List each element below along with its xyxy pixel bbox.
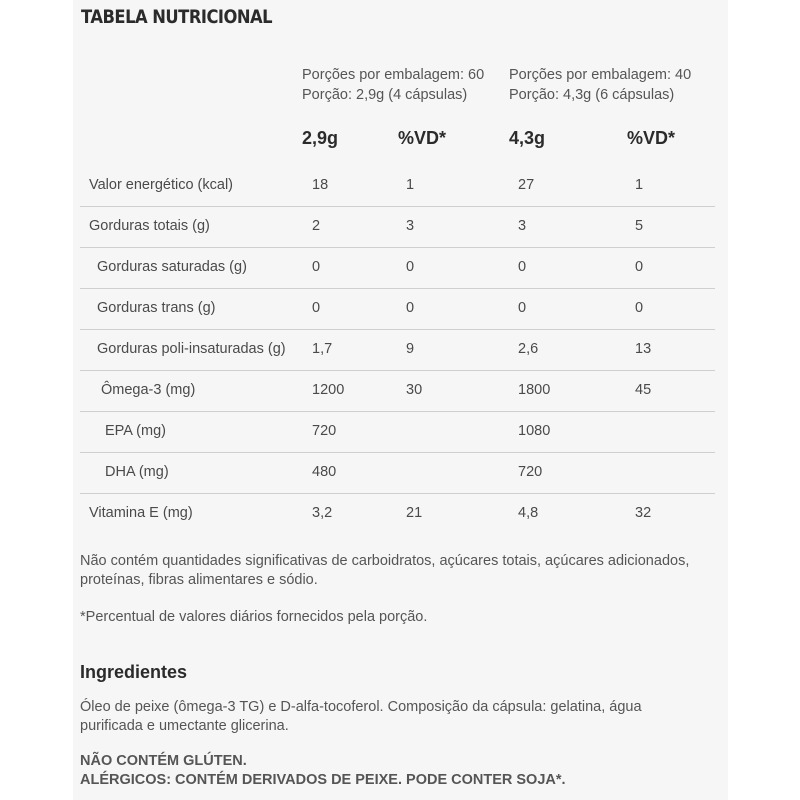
cell-dv-a: 0 — [406, 300, 415, 316]
allergen-warning: ALÉRGICOS: CONTÉM DERIVADOS DE PEIXE. PODE CONTER SOJA*. — [80, 772, 566, 788]
table-row — [80, 206, 715, 248]
cell-dv-a: 30 — [406, 382, 423, 398]
row-label: Vitamina E (mg) — [89, 505, 193, 521]
table-row — [80, 288, 715, 330]
cell-dv-b: 0 — [635, 259, 644, 275]
cell-dv-b: 5 — [635, 218, 644, 234]
table-row — [80, 493, 715, 534]
cell-dv-b: 45 — [635, 382, 652, 398]
cell-amount-b: 0 — [518, 300, 527, 316]
cell-amount-a: 720 — [312, 423, 337, 439]
table-row — [80, 247, 715, 289]
cell-amount-b: 3 — [518, 218, 527, 234]
nutrition-note: Não contém quantidades significativas de carboidratos, açúcares totais, açúcares adicionados, proteínas, fibras alimentares e sódio. — [80, 553, 690, 588]
cell-amount-a: 1200 — [312, 382, 345, 398]
cell-amount-a: 480 — [312, 464, 337, 480]
cell-amount-b: 1800 — [518, 382, 551, 398]
table-row — [80, 411, 715, 453]
serving-size-b: Porção: 4,3g (6 cápsulas) — [509, 87, 675, 103]
row-label: Gorduras totais (g) — [89, 218, 210, 234]
cell-dv-b: 1 — [635, 177, 644, 193]
cell-amount-a: 0 — [312, 300, 321, 316]
row-label: Gorduras saturadas (g) — [97, 259, 247, 275]
cell-amount-a: 1,7 — [312, 341, 333, 357]
table-row — [80, 452, 715, 494]
row-label: Valor energético (kcal) — [89, 177, 233, 193]
cell-amount-b: 720 — [518, 464, 543, 480]
column-header-amount-b: 4,3g — [509, 128, 546, 148]
portion-info-a — [302, 65, 484, 105]
cell-amount-b: 1080 — [518, 423, 551, 439]
table-row — [80, 370, 715, 412]
gluten-warning: NÃO CONTÉM GLÚTEN. — [80, 753, 247, 769]
servings-per-pack-a: Porções por embalagem: 60 — [302, 67, 485, 83]
ingredients-heading: Ingredientes — [80, 662, 188, 682]
cell-amount-a: 18 — [312, 177, 329, 193]
column-header-dv-a: %VD* — [398, 128, 447, 148]
column-header-dv-b: %VD* — [627, 128, 676, 148]
table-row — [80, 165, 715, 207]
row-label: Gorduras poli-insaturadas (g) — [97, 341, 286, 357]
cell-amount-b: 4,8 — [518, 505, 539, 521]
cell-amount-b: 2,6 — [518, 341, 539, 357]
cell-dv-a: 21 — [406, 505, 423, 521]
cell-dv-a: 3 — [406, 218, 415, 234]
cell-amount-a: 0 — [312, 259, 321, 275]
cell-dv-a: 0 — [406, 259, 415, 275]
row-label: DHA (mg) — [105, 464, 169, 480]
serving-size-a: Porção: 2,9g (4 cápsulas) — [302, 87, 468, 103]
daily-value-footnote: *Percentual de valores diários fornecidos pela porção. — [80, 609, 428, 625]
column-header-amount-a: 2,9g — [302, 128, 339, 148]
table-row — [80, 329, 715, 371]
cell-amount-b: 0 — [518, 259, 527, 275]
cell-dv-b: 0 — [635, 300, 644, 316]
cell-dv-a: 9 — [406, 341, 415, 357]
servings-per-pack-b: Porções por embalagem: 40 — [509, 67, 692, 83]
cell-dv-b: 32 — [635, 505, 652, 521]
cell-amount-b: 27 — [518, 177, 535, 193]
page-title: TABELA NUTRICIONAL — [81, 6, 273, 28]
row-label: Gorduras trans (g) — [97, 300, 216, 316]
row-label: EPA (mg) — [105, 423, 166, 439]
cell-dv-a: 1 — [406, 177, 415, 193]
row-label: Ômega-3 (mg) — [101, 382, 196, 398]
cell-amount-a: 2 — [312, 218, 321, 234]
cell-amount-a: 3,2 — [312, 505, 333, 521]
ingredients-text: Óleo de peixe (ômega-3 TG) e D-alfa-tocoferol. Composição da cápsula: gelatina, água purificada e umectante glicerina. — [80, 699, 642, 734]
portion-info-b — [509, 65, 691, 105]
cell-dv-b: 13 — [635, 341, 652, 357]
